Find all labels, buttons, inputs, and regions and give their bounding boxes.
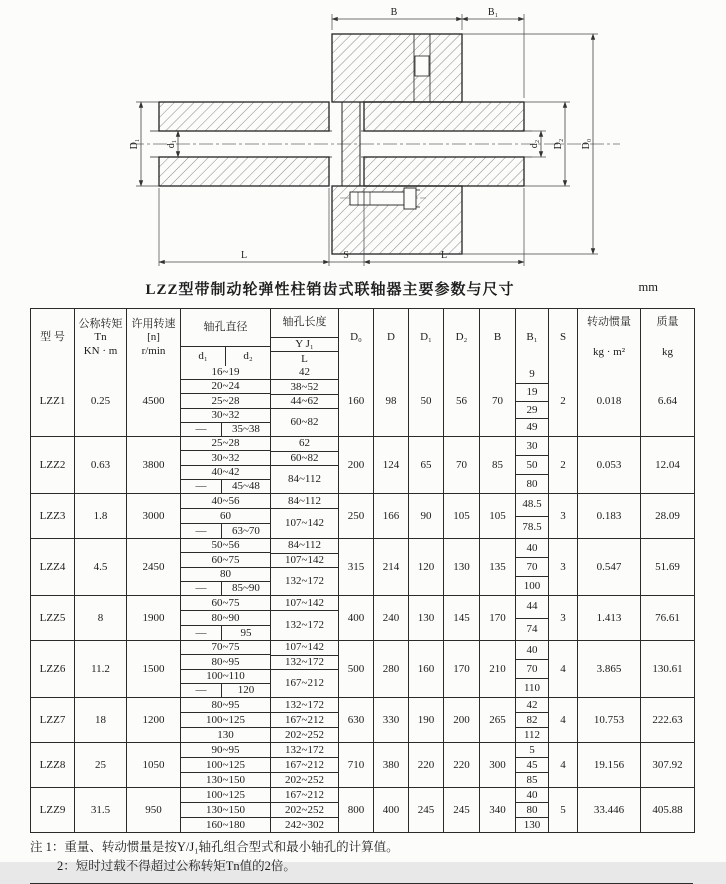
cell-mass: 307.92 bbox=[652, 758, 683, 771]
cell-D: 280 bbox=[374, 641, 409, 697]
header-speed-line3: r/min bbox=[141, 344, 166, 357]
cell-torque: 11.2 bbox=[75, 641, 127, 697]
cell-D2: 56 bbox=[444, 366, 480, 436]
dim-label-S: S bbox=[343, 250, 349, 261]
cell-bore-lengths bbox=[271, 366, 339, 436]
parameter-table bbox=[30, 308, 695, 833]
header-mass-unit: kg bbox=[662, 346, 673, 359]
length-subrow: 107~142 bbox=[285, 641, 324, 654]
cell-D0: 200 bbox=[339, 437, 374, 493]
cell-torque: 4.5 bbox=[75, 539, 127, 595]
note-line-1 bbox=[30, 838, 700, 857]
cell-B1 bbox=[516, 494, 549, 538]
cell-D1: 130 bbox=[409, 596, 444, 640]
cell-model: LZZ2 bbox=[31, 437, 75, 493]
dim-label-D1: D₁ bbox=[129, 138, 140, 150]
unit-label: mm bbox=[638, 280, 658, 294]
header-bore-dia-label: 轴孔直径 bbox=[203, 321, 248, 334]
cell-bore-lengths bbox=[271, 596, 339, 640]
note-line-2 bbox=[30, 857, 700, 876]
cell-D2: 70 bbox=[444, 437, 480, 493]
cell-D2: 200 bbox=[444, 698, 480, 742]
cell-D: 240 bbox=[374, 596, 409, 640]
dim-label-B: B bbox=[390, 7, 398, 18]
table-row bbox=[31, 742, 694, 787]
cell-speed: 4500 bbox=[127, 366, 181, 436]
b1-subrow: 112 bbox=[516, 727, 548, 742]
cell-D1: 120 bbox=[409, 539, 444, 595]
bore-d1-dash: — bbox=[181, 480, 222, 493]
b1-subrow: 70 bbox=[516, 659, 548, 678]
bore-subrow: 160~180 bbox=[181, 817, 270, 832]
cell-S: 3 bbox=[549, 539, 578, 595]
cell-D0: 250 bbox=[339, 494, 374, 538]
b1-subrow: 9 bbox=[529, 368, 535, 381]
cell-inertia: 10.753 bbox=[578, 698, 641, 742]
header-speed-line2: [n] bbox=[147, 331, 160, 344]
bore-subrow: 20~24 bbox=[181, 379, 270, 393]
cell-S: 3 bbox=[549, 494, 578, 538]
cell-D0: 500 bbox=[339, 641, 374, 697]
bore-d1-dash: — bbox=[181, 626, 222, 640]
cell-S: 2 bbox=[549, 437, 578, 493]
b1-subrow: 78.5 bbox=[516, 516, 548, 539]
cell-D0: 800 bbox=[339, 788, 374, 832]
header-D1: D₁ bbox=[409, 309, 444, 366]
cell-bore-lengths bbox=[271, 743, 339, 787]
right-hub-lower bbox=[364, 157, 524, 186]
bore-subrow: 130 bbox=[181, 727, 270, 742]
cell-inertia: 3.865 bbox=[578, 641, 641, 697]
brake-drum-upper bbox=[332, 34, 462, 102]
cell-D2: 245 bbox=[444, 788, 480, 832]
length-subrow: 38~52 bbox=[271, 379, 338, 393]
length-subrow: 107~142 bbox=[271, 553, 338, 568]
bore-subrow: 130~150 bbox=[181, 802, 270, 817]
bore-subrow: 80~90 bbox=[181, 610, 270, 625]
bore-subrow: 80 bbox=[181, 567, 270, 581]
length-subrow: 84~112 bbox=[271, 465, 338, 493]
cell-S: 4 bbox=[549, 641, 578, 697]
cell-B: 85 bbox=[480, 437, 516, 493]
note-1-text: 重量、转动惯量是按Y/J₁轴孔组合型式和最小轴孔的计算值。 bbox=[64, 840, 399, 854]
cell-bore-lengths bbox=[271, 641, 339, 697]
length-subrow: 84~112 bbox=[287, 539, 322, 552]
header-d1: d₁ bbox=[198, 350, 208, 363]
b1-subrow: 50 bbox=[516, 455, 548, 474]
length-subrow: 132~172 bbox=[271, 655, 338, 670]
bore-subrow: 30~32 bbox=[181, 450, 270, 464]
cell-speed: 3000 bbox=[127, 494, 181, 538]
note-1-prefix: 注 1： bbox=[30, 840, 65, 854]
b1-subrow: 80 bbox=[516, 802, 548, 817]
dim-label-L-right: L bbox=[440, 250, 448, 261]
bore-subrow: 80~95 bbox=[181, 654, 270, 668]
cell-inertia: 0.547 bbox=[578, 539, 641, 595]
cell-inertia: 0.018 bbox=[578, 366, 641, 436]
bore-d1-dash: — bbox=[181, 524, 222, 538]
cell-model: LZZ7 bbox=[31, 698, 75, 742]
cell-speed: 1050 bbox=[127, 743, 181, 787]
bore-subrow: 60~75 bbox=[181, 552, 270, 566]
header-bore-dia-subrow bbox=[181, 346, 270, 366]
length-subrow: 132~172 bbox=[285, 698, 324, 711]
header-model-label: 型 号 bbox=[40, 331, 65, 344]
b1-subrow: 49 bbox=[516, 418, 548, 436]
length-subrow: 202~252 bbox=[271, 727, 338, 742]
notes bbox=[30, 838, 700, 877]
b1-subrow: 130 bbox=[516, 817, 548, 832]
cell-mass: 76.61 bbox=[655, 611, 680, 624]
cell-speed: 950 bbox=[127, 788, 181, 832]
bore-d2-range: 95 bbox=[240, 626, 252, 639]
cell-bore-lengths bbox=[271, 698, 339, 742]
length-subrow: 107~142 bbox=[271, 508, 338, 538]
note-2-prefix: 2： bbox=[57, 859, 76, 874]
cell-B1 bbox=[516, 596, 549, 640]
cell-B1 bbox=[516, 743, 549, 787]
cell-model: LZZ8 bbox=[31, 743, 75, 787]
length-subrow: 132~172 bbox=[285, 743, 324, 756]
cell-torque: 0.25 bbox=[75, 366, 127, 436]
cell-mass: 51.69 bbox=[655, 560, 680, 573]
cell-bore-lengths bbox=[271, 539, 339, 595]
cell-B: 210 bbox=[480, 641, 516, 697]
header-B1: B₁ bbox=[516, 309, 549, 366]
cell-D0: 400 bbox=[339, 596, 374, 640]
length-subrow: 132~172 bbox=[271, 567, 338, 595]
note-2-text: 短时过载不得超过公称转矩Tn值的2倍。 bbox=[75, 859, 296, 874]
cell-S: 2 bbox=[549, 366, 578, 436]
bore-subrow: 80~95 bbox=[211, 698, 240, 711]
bore-subrow: 30~32 bbox=[181, 408, 270, 422]
b1-subrow: 19 bbox=[516, 383, 548, 401]
bore-subrow: 40~56 bbox=[211, 494, 240, 507]
cell-bore-diameters bbox=[181, 494, 271, 538]
header-torque-line1: 公称转矩 bbox=[78, 317, 123, 330]
bore-subrow: 40~42 bbox=[181, 465, 270, 479]
cell-bore-diameters bbox=[181, 539, 271, 595]
header-torque bbox=[75, 309, 127, 366]
header-mass bbox=[641, 309, 694, 366]
cell-model: LZZ9 bbox=[31, 788, 75, 832]
cell-S: 4 bbox=[549, 743, 578, 787]
cell-D0: 710 bbox=[339, 743, 374, 787]
cell-torque: 1.8 bbox=[75, 494, 127, 538]
cell-D: 166 bbox=[374, 494, 409, 538]
bore-d2-range: 120 bbox=[237, 684, 255, 697]
bore-subrow: 100~125 bbox=[181, 757, 270, 772]
bore-subrow: 16~19 bbox=[211, 366, 240, 379]
b1-subrow: 40 bbox=[526, 541, 538, 554]
b1-subrow: 40 bbox=[526, 788, 538, 801]
cell-B1 bbox=[516, 437, 549, 493]
cell-mass: 6.64 bbox=[657, 394, 678, 407]
table-row bbox=[31, 366, 694, 436]
dim-label-B1: B₁ bbox=[487, 7, 499, 18]
length-subrow: 60~82 bbox=[271, 408, 338, 436]
length-subrow: 167~212 bbox=[271, 757, 338, 772]
bore-subrow: 25~28 bbox=[181, 393, 270, 407]
b1-subrow: 74 bbox=[516, 618, 548, 641]
cell-bore-diameters bbox=[181, 437, 271, 493]
bore-d1-dash: — bbox=[181, 684, 222, 697]
cell-D: 380 bbox=[374, 743, 409, 787]
dim-label-D0: D₀ bbox=[581, 138, 592, 150]
b1-subrow: 82 bbox=[516, 712, 548, 727]
bore-subrow bbox=[181, 683, 270, 697]
header-speed bbox=[127, 309, 181, 366]
cell-bore-lengths bbox=[271, 788, 339, 832]
bore-subrow: 100~110 bbox=[181, 669, 270, 683]
header-speed-line1: 许用转速 bbox=[131, 317, 176, 330]
cell-S: 5 bbox=[549, 788, 578, 832]
cell-S: 3 bbox=[549, 596, 578, 640]
cell-bore-diameters bbox=[181, 641, 271, 697]
cell-inertia: 33.446 bbox=[578, 788, 641, 832]
cell-D1: 245 bbox=[409, 788, 444, 832]
header-yj1: Y J₁ bbox=[271, 337, 338, 352]
header-bore-length bbox=[271, 309, 339, 366]
header-D0: D₀ bbox=[339, 309, 374, 366]
dim-label-d2: d₂ bbox=[529, 139, 540, 149]
cell-speed: 1200 bbox=[127, 698, 181, 742]
cell-D2: 130 bbox=[444, 539, 480, 595]
table-row bbox=[31, 697, 694, 742]
dim-label-D2: D₂ bbox=[553, 138, 564, 150]
bore-d2-range: 63~70 bbox=[231, 524, 260, 537]
b1-subrow: 100 bbox=[516, 576, 548, 595]
bore-d2-range: 85~90 bbox=[231, 582, 260, 595]
cell-B1 bbox=[516, 539, 549, 595]
table-row bbox=[31, 436, 694, 493]
cell-bore-diameters bbox=[181, 743, 271, 787]
b1-subrow: 85 bbox=[516, 772, 548, 787]
cell-mass: 28.09 bbox=[655, 509, 680, 522]
cell-model: LZZ3 bbox=[31, 494, 75, 538]
cell-D2: 220 bbox=[444, 743, 480, 787]
length-subrow: 167~212 bbox=[271, 712, 338, 727]
cell-inertia: 19.156 bbox=[578, 743, 641, 787]
cell-speed: 3800 bbox=[127, 437, 181, 493]
bore-subrow: 60 bbox=[181, 508, 270, 523]
table-body bbox=[31, 366, 694, 832]
cell-S: 4 bbox=[549, 698, 578, 742]
cell-D2: 170 bbox=[444, 641, 480, 697]
cell-B1 bbox=[516, 641, 549, 697]
cell-inertia: 1.413 bbox=[578, 596, 641, 640]
cell-D: 214 bbox=[374, 539, 409, 595]
length-subrow: 242~302 bbox=[271, 817, 338, 832]
cell-model: LZZ1 bbox=[31, 366, 75, 436]
cell-bore-diameters bbox=[181, 788, 271, 832]
length-subrow: 62 bbox=[299, 437, 310, 450]
bore-subrow: 90~95 bbox=[211, 743, 240, 756]
header-B: B bbox=[480, 309, 516, 366]
header-torque-line3: KN · m bbox=[83, 344, 118, 357]
b1-subrow: 42 bbox=[526, 698, 538, 711]
bore-subrow bbox=[181, 479, 270, 493]
cell-mass: 405.88 bbox=[652, 803, 683, 816]
cell-mass: 12.04 bbox=[655, 458, 680, 471]
page-title: LZZ型带制动轮弹性柱销齿式联轴器主要参数与尺寸 bbox=[145, 282, 515, 298]
b1-subrow: 40 bbox=[526, 643, 538, 656]
cell-torque: 8 bbox=[75, 596, 127, 640]
header-d2: d₂ bbox=[225, 347, 270, 366]
cell-torque: 31.5 bbox=[75, 788, 127, 832]
left-hub-upper bbox=[159, 102, 329, 131]
table-row bbox=[31, 787, 694, 832]
cell-D1: 160 bbox=[409, 641, 444, 697]
cell-D1: 220 bbox=[409, 743, 444, 787]
header-len: L bbox=[271, 351, 338, 366]
cell-bore-lengths bbox=[271, 494, 339, 538]
length-subrow: 44~62 bbox=[271, 394, 338, 408]
length-subrow: 202~252 bbox=[271, 802, 338, 817]
cell-B1 bbox=[516, 698, 549, 742]
b1-subrow: 30 bbox=[526, 439, 538, 452]
cell-D0: 160 bbox=[339, 366, 374, 436]
cell-D0: 315 bbox=[339, 539, 374, 595]
cell-bore-diameters bbox=[181, 366, 271, 436]
cell-D: 330 bbox=[374, 698, 409, 742]
cell-B: 170 bbox=[480, 596, 516, 640]
cell-D1: 90 bbox=[409, 494, 444, 538]
coupling-drawing-svg bbox=[114, 4, 634, 272]
cell-D2: 105 bbox=[444, 494, 480, 538]
header-bore-diameter bbox=[181, 309, 271, 366]
drum-web bbox=[342, 102, 360, 186]
table-header-row bbox=[31, 309, 694, 366]
header-D: D bbox=[374, 309, 409, 366]
cell-speed: 1500 bbox=[127, 641, 181, 697]
cell-D0: 630 bbox=[339, 698, 374, 742]
table-row bbox=[31, 640, 694, 697]
right-hub-upper bbox=[364, 102, 524, 131]
header-bore-len-label: 轴孔长度 bbox=[282, 316, 327, 329]
header-torque-line2: Tn bbox=[94, 331, 107, 344]
cell-speed: 1900 bbox=[127, 596, 181, 640]
cell-B1 bbox=[516, 788, 549, 832]
cell-B1 bbox=[516, 366, 549, 436]
table-row bbox=[31, 538, 694, 595]
cell-D: 400 bbox=[374, 788, 409, 832]
cell-bore-diameters bbox=[181, 596, 271, 640]
title-row bbox=[30, 278, 700, 304]
length-subrow: 202~252 bbox=[271, 772, 338, 787]
bore-d1-dash: — bbox=[181, 423, 222, 436]
length-subrow: 107~142 bbox=[285, 596, 324, 609]
length-subrow: 167~212 bbox=[271, 669, 338, 697]
cell-D: 98 bbox=[374, 366, 409, 436]
bore-subrow: 100~125 bbox=[181, 712, 270, 727]
cell-D2: 145 bbox=[444, 596, 480, 640]
header-S: S bbox=[549, 309, 578, 366]
cell-model: LZZ6 bbox=[31, 641, 75, 697]
length-subrow: 42 bbox=[299, 366, 310, 379]
cell-mass: 130.61 bbox=[652, 662, 683, 675]
table-row bbox=[31, 595, 694, 640]
b1-subrow: 110 bbox=[516, 678, 548, 697]
b1-subrow: 44 bbox=[526, 600, 538, 613]
bore-subrow: 70~75 bbox=[211, 641, 240, 654]
cell-B: 70 bbox=[480, 366, 516, 436]
bore-d2-range: 35~38 bbox=[231, 423, 260, 436]
bore-subrow bbox=[181, 625, 270, 640]
length-subrow: 167~212 bbox=[285, 788, 324, 801]
cell-bore-lengths bbox=[271, 437, 339, 493]
cell-B: 105 bbox=[480, 494, 516, 538]
header-model bbox=[31, 309, 75, 366]
header-inertia bbox=[578, 309, 641, 366]
length-subrow: 84~112 bbox=[287, 494, 322, 507]
cell-D1: 190 bbox=[409, 698, 444, 742]
cell-B: 340 bbox=[480, 788, 516, 832]
header-D2: D₂ bbox=[444, 309, 480, 366]
header-mass-label: 质量 bbox=[656, 316, 679, 328]
b1-subrow: 5 bbox=[529, 743, 535, 756]
cell-model: LZZ4 bbox=[31, 539, 75, 595]
table-row bbox=[31, 493, 694, 538]
cell-speed: 2450 bbox=[127, 539, 181, 595]
cell-B: 300 bbox=[480, 743, 516, 787]
bore-d2-range: 45~48 bbox=[231, 480, 260, 493]
cell-B: 135 bbox=[480, 539, 516, 595]
cell-model: LZZ5 bbox=[31, 596, 75, 640]
cell-D1: 50 bbox=[409, 366, 444, 436]
dim-label-d1: d₁ bbox=[166, 139, 177, 149]
bore-d1-dash: — bbox=[181, 582, 222, 595]
bore-subrow bbox=[181, 523, 270, 538]
cell-D1: 65 bbox=[409, 437, 444, 493]
bore-subrow: 25~28 bbox=[211, 437, 240, 450]
header-inertia-unit: kg · m² bbox=[592, 346, 626, 359]
bore-subrow: 130~150 bbox=[181, 772, 270, 787]
cell-B: 265 bbox=[480, 698, 516, 742]
b1-subrow: 80 bbox=[516, 474, 548, 493]
cell-torque: 0.63 bbox=[75, 437, 127, 493]
cell-bore-diameters bbox=[181, 698, 271, 742]
cell-inertia: 0.053 bbox=[578, 437, 641, 493]
cell-torque: 25 bbox=[75, 743, 127, 787]
bore-subrow: 50~56 bbox=[211, 539, 240, 552]
length-subrow: 132~172 bbox=[271, 610, 338, 640]
bore-subrow: 100~125 bbox=[206, 788, 245, 801]
dim-label-L-left: L bbox=[240, 250, 248, 261]
coupling-section-drawing bbox=[30, 4, 700, 276]
bore-subrow bbox=[181, 581, 270, 595]
cell-D: 124 bbox=[374, 437, 409, 493]
length-subrow: 60~82 bbox=[271, 451, 338, 466]
left-hub-lower bbox=[159, 157, 329, 186]
b1-subrow: 48.5 bbox=[522, 498, 542, 511]
cell-torque: 18 bbox=[75, 698, 127, 742]
b1-subrow: 29 bbox=[516, 401, 548, 419]
header-inertia-label: 转动惯量 bbox=[587, 316, 631, 328]
cell-inertia: 0.183 bbox=[578, 494, 641, 538]
b1-subrow: 45 bbox=[516, 757, 548, 772]
b1-subrow: 70 bbox=[516, 557, 548, 576]
bore-subrow: 60~75 bbox=[211, 596, 240, 609]
cell-mass: 222.63 bbox=[652, 713, 683, 726]
bore-subrow bbox=[181, 422, 270, 436]
